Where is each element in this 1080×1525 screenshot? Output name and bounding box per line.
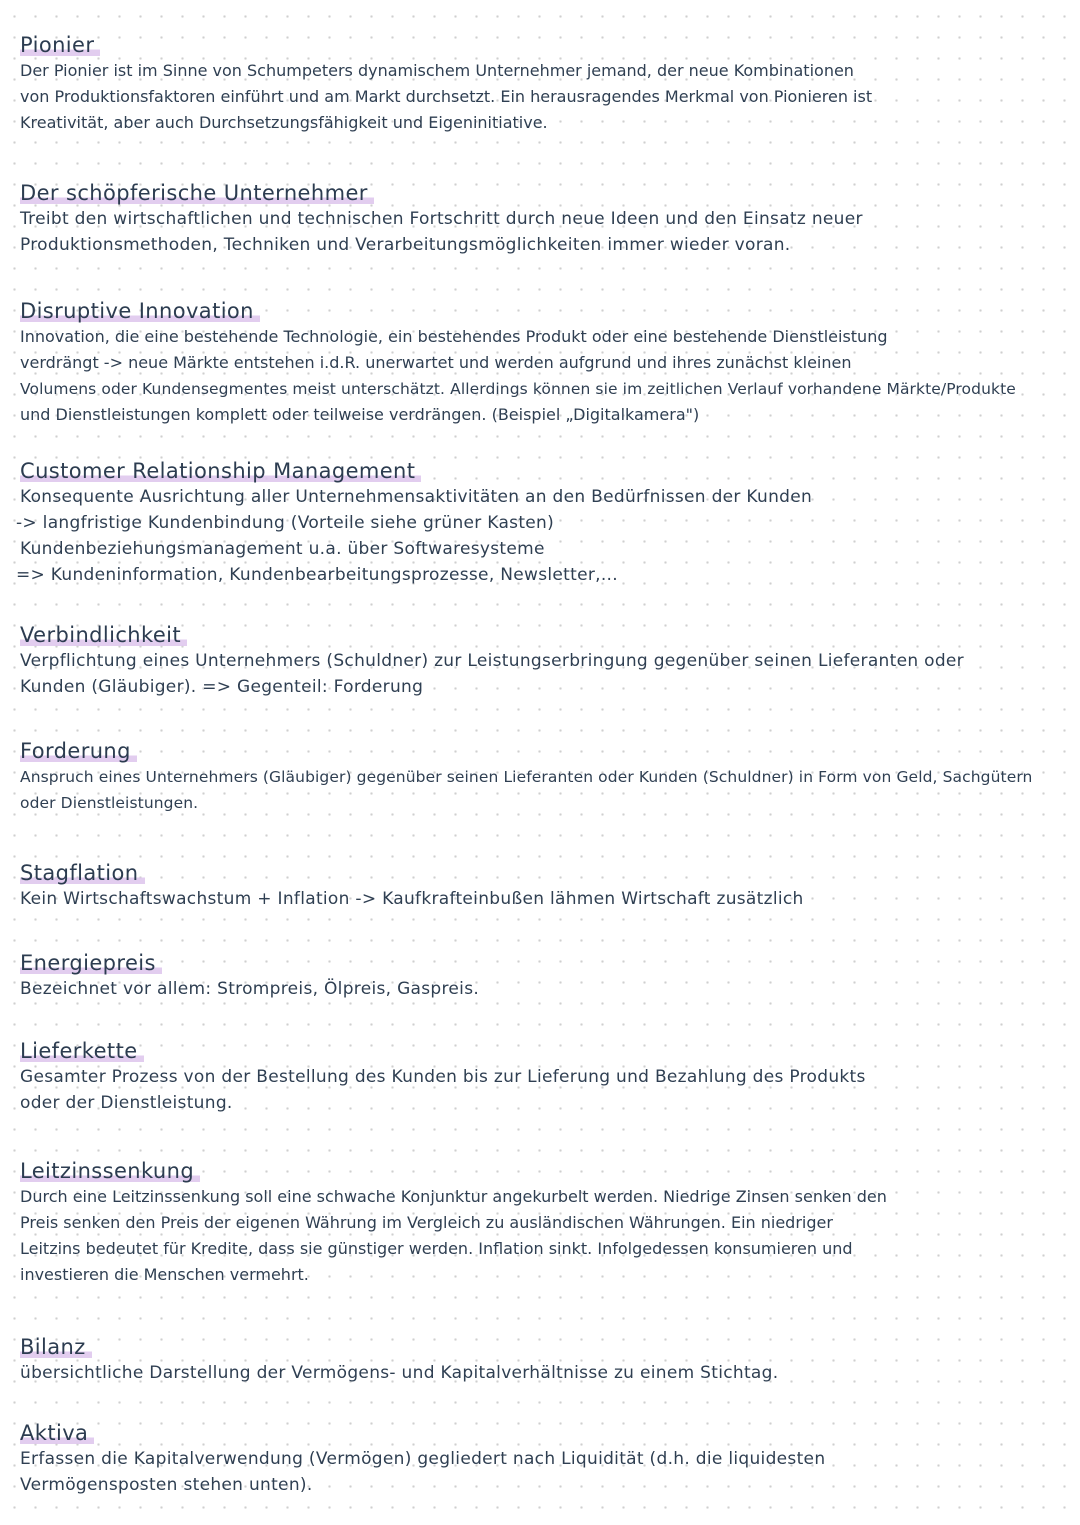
definition-line: oder Dienstleistungen. bbox=[20, 794, 199, 812]
definition-line: verdrängt -> neue Märkte entstehen i.d.R. unerwartet und werden aufgrund und ihres zunächst kleinen bbox=[20, 353, 852, 372]
term-heading: Stagflation bbox=[20, 860, 145, 886]
definition-line: Kundenbeziehungsmanagement u.a. über Softwaresysteme bbox=[20, 539, 545, 559]
definition-line: Produktionsmethoden, Techniken und Verarbeitungsmöglichkeiten immer wieder voran. bbox=[20, 235, 791, 255]
term-heading: Disruptive Innovation bbox=[20, 298, 260, 324]
term-heading: Forderung bbox=[20, 738, 137, 764]
definition-line: oder der Dienstleistung. bbox=[20, 1093, 233, 1113]
definition-line: Erfassen die Kapitalverwendung (Vermögen) gegliedert nach Liquidität (d.h. die liquidesten bbox=[20, 1449, 826, 1469]
term-heading: Leitzinssenkung bbox=[20, 1158, 200, 1184]
definition-line: Konsequente Ausrichtung aller Unternehmensaktivitäten an den Bedürfnissen der Kunden bbox=[20, 487, 813, 507]
definition-line: => Kundeninformation, Kundenbearbeitungsprozesse, Newsletter,... bbox=[16, 565, 618, 585]
definition-line: Treibt den wirtschaftlichen und technischen Fortschritt durch neue Ideen und den Einsatz neuer bbox=[20, 209, 863, 229]
term-heading: Energiepreis bbox=[20, 950, 162, 976]
definition-line: Gesamter Prozess von der Bestellung des Kunden bis zur Lieferung und Bezahlung des Produkts bbox=[20, 1067, 866, 1087]
entry-pionier bbox=[20, 32, 1050, 136]
definition-line: Der Pionier ist im Sinne von Schumpeters dynamischem Unternehmer jemand, der neue Kombinationen bbox=[20, 61, 854, 80]
definition-line: Leitzins bedeutet für Kredite, dass sie günstiger werden. Inflation sinkt. Infolgedessen konsumieren und bbox=[20, 1239, 853, 1258]
definition-line: Anspruch eines Unternehmers (Gläubiger) gegenüber seinen Lieferanten oder Kunden (Schuldner) in Form von Geld, Sachgütern bbox=[20, 768, 1033, 786]
definition-line: Durch eine Leitzinssenkung soll eine schwache Konjunktur angekurbelt werden. Niedrige Zinsen senken den bbox=[20, 1187, 887, 1206]
term-heading: Aktiva bbox=[20, 1420, 94, 1446]
definition-line: Kreativität, aber auch Durchsetzungsfähigkeit und Eigeninitiative. bbox=[20, 113, 548, 132]
entry-customer-relationship-management bbox=[16, 458, 1050, 588]
definition-line: investieren die Menschen vermehrt. bbox=[20, 1265, 309, 1284]
entry-energiepreis bbox=[20, 950, 1050, 1002]
entry-aktiva bbox=[20, 1420, 1050, 1498]
term-heading: Verbindlichkeit bbox=[20, 622, 187, 648]
definition-line: Bezeichnet vor allem: Strompreis, Ölpreis, Gaspreis. bbox=[20, 979, 480, 999]
definition-line: Kein Wirtschaftswachstum + Inflation -> Kaufkrafteinbußen lähmen Wirtschaft zusätzlich bbox=[20, 889, 804, 909]
term-heading: Bilanz bbox=[20, 1334, 92, 1360]
definition-line: Innovation, die eine bestehende Technologie, ein bestehendes Produkt oder eine bestehende Dienstleistung bbox=[20, 327, 888, 346]
term-heading: Customer Relationship Management bbox=[20, 458, 421, 484]
definition-line: übersichtliche Darstellung der Vermögens- und Kapitalverhältnisse zu einem Stichtag. bbox=[20, 1363, 779, 1383]
term-heading: Lieferkette bbox=[20, 1038, 144, 1064]
entry-disruptive-innovation bbox=[20, 298, 1050, 428]
definition-line: Preis senken den Preis der eigenen Währung im Vergleich zu ausländischen Währungen. Ein niedriger bbox=[20, 1213, 833, 1232]
definition-line: Verpflichtung eines Unternehmers (Schuldner) zur Leistungserbringung gegenüber seinen Lieferanten oder bbox=[20, 651, 964, 671]
definition-line: Volumens oder Kundensegmentes meist unterschätzt. Allerdings können sie im zeitlichen Verlauf vorhandene Märkte/Produkte bbox=[20, 380, 1016, 398]
entry-bilanz bbox=[20, 1334, 1050, 1386]
entry-forderung bbox=[20, 738, 1050, 816]
term-heading: Pionier bbox=[20, 32, 100, 58]
entry-verbindlichkeit bbox=[20, 622, 1050, 700]
entry-schoepferischer-unternehmer bbox=[20, 180, 1050, 258]
entry-lieferkette bbox=[20, 1038, 1050, 1116]
entry-leitzinssenkung bbox=[20, 1158, 1050, 1288]
term-heading: Der schöpferische Unternehmer bbox=[20, 180, 374, 206]
definition-line: von Produktionsfaktoren einführt und am Markt durchsetzt. Ein herausragendes Merkmal von Pionieren ist bbox=[20, 87, 873, 106]
definition-line: Kunden (Gläubiger). => Gegenteil: Forderung bbox=[20, 677, 424, 697]
entry-stagflation bbox=[20, 860, 1050, 912]
definition-line: -> langfristige Kundenbindung (Vorteile siehe grüner Kasten) bbox=[16, 513, 555, 533]
definition-line: Vermögensposten stehen unten). bbox=[20, 1475, 313, 1495]
definition-line: und Dienstleistungen komplett oder teilweise verdrängen. (Beispiel „Digitalkamera") bbox=[20, 405, 700, 424]
